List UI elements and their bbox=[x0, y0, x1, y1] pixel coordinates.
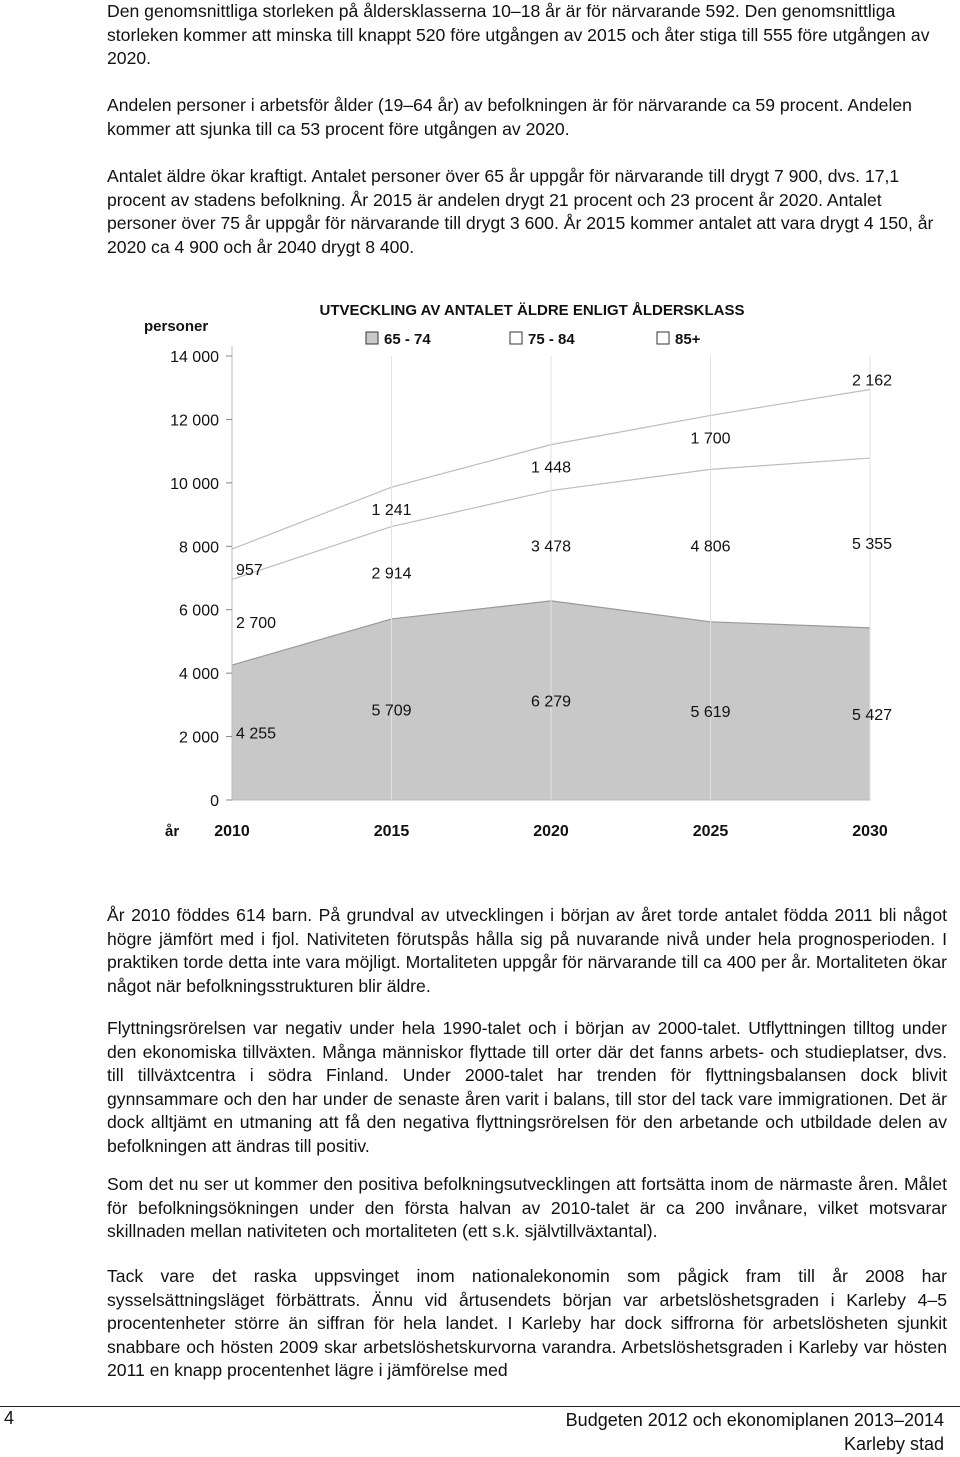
y-tick-label: 4 000 bbox=[178, 666, 219, 684]
data-label: 4 255 bbox=[236, 725, 277, 743]
paragraph-age-10-18: Den genomsnittliga storleken på åldersklasserna 10–18 år är för närvarande 592. Den genomsnittliga storleken kommer att minska till knappt 520 före utgången av 2015 och åter stiga till 555 före utgången av 2020. bbox=[107, 1, 930, 68]
paragraph-growth: Som det nu ser ut kommer den positiva befolkningsutvecklingen att fortsätta inom de närmaste åren. Målet för befolkningsökningen under den första halvan av 2010-talet är ca 200 invånare, vilket motsvarar skillnaden mellan nativiteten och mortaliteten (ett s.k. självtillväxtantal). bbox=[107, 1174, 947, 1241]
paragraph-employment: Tack vare det raska uppsvinget inom nationalekonomin som pågick fram till år 2008 har sysselsättningsläget förbättrats. Ännu vid årtusendets början var arbetslöshetsgraden i Karleby 4–5 procentenheter större än siffran för hela landet. I Karleby har dock siffrorna för arbetslösheten sjunkit snabbare och hösten 2009 skar arbetslöshetskurvorna varandra. Arbetslöshetsgraden i Karleby var hösten 2011 en knapp procentenhet lägre i jämförelse med bbox=[107, 1266, 947, 1380]
legend-label: 85+ bbox=[675, 331, 701, 348]
data-label: 957 bbox=[236, 562, 263, 580]
data-label: 5 619 bbox=[690, 703, 731, 721]
paragraph-births: År 2010 föddes 614 barn. På grundval av utvecklingen i början av året torde antalet födda 2011 bli något högre jämfört med i fjol. Nativiteten förutspås hålla sig på nuvarande nivå under hela prognosperioden. I praktiken torde detta inte vara möjligt. Mortaliteten uppgår för närvarande till ca 400 per år. Mortaliteten ökar något när befolkningsstrukturen blir äldre. bbox=[107, 905, 947, 996]
x-axis-label: år bbox=[165, 823, 180, 840]
legend-label: 65 - 74 bbox=[384, 331, 431, 348]
paragraph-working-age: Andelen personer i arbetsför ålder (19–64 år) av befolkningen är för närvarande ca 59 procent. Andelen kommer att sjunka till ca 53 procent före utgången av 2020. bbox=[107, 95, 912, 139]
data-label: 1 700 bbox=[690, 430, 731, 448]
data-label: 1 241 bbox=[371, 502, 412, 520]
x-tick-label: 2015 bbox=[373, 823, 410, 840]
paragraph-migration: Flyttningsrörelsen var negativ under hela 1990-talet och i början av 2000-talet. Utflyttningen tilltog under den ekonomiska tillväxten. Många människor flyttade till orter där det fanns arbets- och studieplatser, dvs. till tillväxtcentra i södra Finland. Under 2000-talet har trenden för flyttningsbalansen dock blivit gynnsammare och den har under de senaste åren varit i balans, till stor del tack vare immigrationen. Det är dock alltjämt en utmaning att få den negativa flyttningsrörelsen för den arbetande och utbildade delen av befolkningen att ändras till positiv. bbox=[107, 1018, 947, 1156]
x-tick-label: 2030 bbox=[852, 823, 888, 840]
data-label: 2 700 bbox=[236, 615, 277, 633]
chart-legend bbox=[366, 331, 701, 348]
data-label: 3 478 bbox=[530, 538, 572, 556]
y-tick-label: 12 000 bbox=[170, 412, 219, 430]
y-tick-label: 14 000 bbox=[170, 349, 219, 366]
y-tick-label: 2 000 bbox=[178, 729, 219, 747]
legend-swatch bbox=[657, 332, 669, 344]
data-label: 4 806 bbox=[690, 538, 731, 556]
legend-swatch bbox=[366, 332, 378, 344]
y-axis-label: personer bbox=[144, 318, 209, 335]
footer-title bbox=[566, 1408, 944, 1456]
paragraph-elderly: Antalet äldre ökar kraftigt. Antalet personer över 65 år uppgår för närvarande till drygt 7 900, dvs. 17,1 procent av stadens befolkning. År 2015 är andelen drygt 21 procent och 23 procent år 2020. Antalet personer över 75 år uppgår för närvarande till drygt 3 600. År 2015 kommer antalet att vara drygt 4 150, år 2020 ca 4 900 och år 2040 drygt 8 400. bbox=[107, 166, 934, 257]
footer-title-line2: Karleby stad bbox=[843, 1434, 944, 1454]
y-tick-label: 6 000 bbox=[178, 602, 219, 620]
footer-rule bbox=[0, 1406, 960, 1407]
data-label: 2 914 bbox=[371, 565, 412, 583]
page-number: 4 bbox=[4, 1408, 15, 1428]
footer-title-line1: Budgeten 2012 och ekonomiplanen 2013–2014 bbox=[565, 1410, 944, 1430]
x-tick-label: 2020 bbox=[533, 823, 569, 840]
data-label: 5 427 bbox=[851, 706, 893, 724]
data-label: 5 709 bbox=[371, 702, 412, 720]
y-tick-label: 8 000 bbox=[178, 539, 219, 557]
legend-swatch bbox=[510, 332, 522, 344]
x-tick-label: 2025 bbox=[692, 823, 729, 840]
data-label: 1 448 bbox=[530, 459, 572, 477]
data-label: 6 279 bbox=[530, 693, 572, 711]
chart-title: UTVECKLING AV ANTALET ÄLDRE ENLIGT ÅLDERSKLASS bbox=[319, 302, 745, 319]
data-label: 2 162 bbox=[851, 372, 893, 390]
y-tick-label: 0 bbox=[210, 793, 219, 810]
x-tick-label: 2010 bbox=[214, 823, 250, 840]
legend-label: 75 - 84 bbox=[528, 331, 575, 348]
y-tick-label: 10 000 bbox=[170, 475, 219, 493]
data-label: 5 355 bbox=[851, 535, 893, 553]
elderly-chart bbox=[0, 290, 960, 860]
